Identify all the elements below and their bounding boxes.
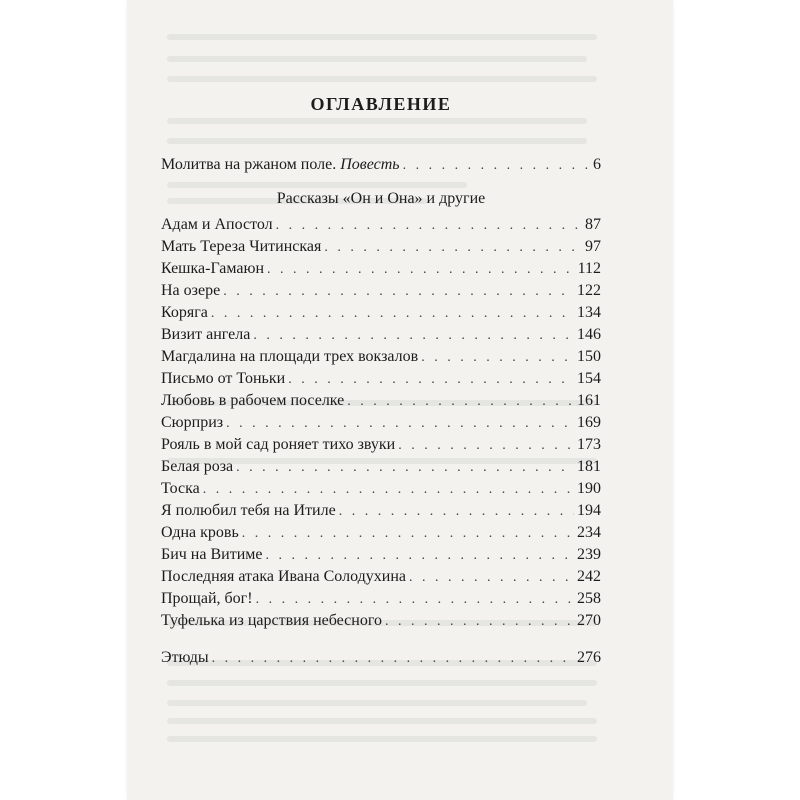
entry-page-number: 258: [577, 590, 601, 607]
toc-entry: [161, 610, 601, 632]
section-heading: Рассказы «Он и Она» и другие: [276, 190, 486, 207]
dot-leader: [212, 648, 574, 670]
dot-leader: [398, 435, 574, 457]
toc-title: ОГЛАВЛЕНИЕ: [310, 94, 452, 114]
entry-genre: Повесть: [340, 156, 400, 173]
entry-title: [161, 154, 400, 176]
toc-entry: [161, 456, 601, 478]
entry-page-number: 239: [577, 546, 601, 563]
entry-title-text: Молитва на ржаном поле.: [161, 156, 337, 173]
entry-page-number: 134: [577, 304, 601, 321]
dot-leader: [223, 281, 574, 303]
dot-leader: [236, 457, 574, 479]
toc-entry: [161, 368, 601, 390]
toc-entry: [161, 588, 601, 610]
dot-leader: [409, 567, 574, 589]
entry-title: Сюрприз: [161, 414, 224, 431]
toc-entry-novella: [161, 154, 601, 176]
dot-leader: [267, 259, 575, 281]
entry-title: Белая роза: [161, 458, 234, 475]
dot-leader: [256, 589, 574, 611]
entry-title: Адам и Апостол: [161, 216, 273, 233]
dot-leader: [211, 303, 574, 325]
entry-title: Одна кровь: [161, 524, 239, 541]
dot-leader: [276, 215, 582, 237]
dot-leader: [385, 611, 574, 633]
entry-page-number: 97: [585, 238, 601, 255]
toc-entry: [161, 478, 601, 500]
dot-leader: [242, 523, 574, 545]
entry-page-number: 169: [577, 414, 601, 431]
toc-entry: [161, 258, 601, 280]
entry-page-number: 122: [577, 282, 601, 299]
dot-leader: [347, 391, 574, 413]
dot-leader: [253, 325, 574, 347]
entry-page-number: 161: [577, 392, 601, 409]
toc-entry: [161, 236, 601, 258]
entry-title: Коряга: [161, 304, 208, 321]
dot-leader: [339, 501, 574, 523]
entry-title: Этюды: [161, 649, 209, 666]
entry-page-number: 234: [577, 524, 601, 541]
entry-title: Последняя атака Ивана Солодухина: [161, 568, 406, 585]
entry-title: Мать Тереза Читинская: [161, 238, 322, 255]
entry-title: Магдалина на площади трех вокзалов: [161, 348, 419, 365]
entry-page-number: 276: [577, 649, 601, 666]
toc-entry: [161, 280, 601, 302]
book-page: [127, 0, 673, 800]
entry-title: Рояль в мой сад роняет тихо звуки: [161, 436, 396, 453]
entry-page-number: 150: [577, 348, 601, 365]
entry-page-number: 190: [577, 480, 601, 497]
toc-entry: [161, 214, 601, 236]
entry-title: На озере: [161, 282, 221, 299]
entry-title: Кешка-Гамаюн: [161, 260, 265, 277]
entry-page-number: 173: [577, 436, 601, 453]
entry-page-number: 194: [577, 502, 601, 519]
entry-page-number: 87: [585, 216, 601, 233]
entry-title: Прощай, бог!: [161, 590, 253, 607]
entry-page-number: 242: [577, 568, 601, 585]
toc-entry: [161, 412, 601, 434]
entry-page-number: 146: [577, 326, 601, 343]
toc-entry: [161, 324, 601, 346]
dot-leader: [203, 479, 574, 501]
dot-leader: [421, 347, 574, 369]
toc-entry: [161, 522, 601, 544]
entry-page-number: 270: [577, 612, 601, 629]
entry-title: Любовь в рабочем поселке: [161, 392, 345, 409]
toc-entry: [161, 346, 601, 368]
entry-title: Я полюбил тебя на Итиле: [161, 502, 336, 519]
dot-leader: [288, 369, 574, 391]
toc-entry: [161, 566, 601, 588]
toc-entry: [161, 390, 601, 412]
dot-leader: [324, 237, 582, 259]
entry-page-number: 181: [577, 458, 601, 475]
dot-leader: [226, 413, 574, 435]
toc-entry: [161, 500, 601, 522]
dot-leader: [265, 545, 574, 567]
entry-page-number: 6: [593, 156, 601, 173]
toc-entry: [161, 302, 601, 324]
entry-page-number: 112: [577, 260, 601, 277]
toc-entry-sketches: [161, 647, 601, 669]
entry-title: Письмо от Тоньки: [161, 370, 286, 387]
entry-page-number: 154: [577, 370, 601, 387]
toc-entry: [161, 544, 601, 566]
entry-title: Бич на Витиме: [161, 546, 263, 563]
entry-title: Тоска: [161, 480, 200, 497]
dot-leader: [403, 155, 590, 177]
toc-entry: [161, 434, 601, 456]
entry-title: Туфелька из царствия небесного: [161, 612, 382, 629]
entry-title: Визит ангела: [161, 326, 251, 343]
